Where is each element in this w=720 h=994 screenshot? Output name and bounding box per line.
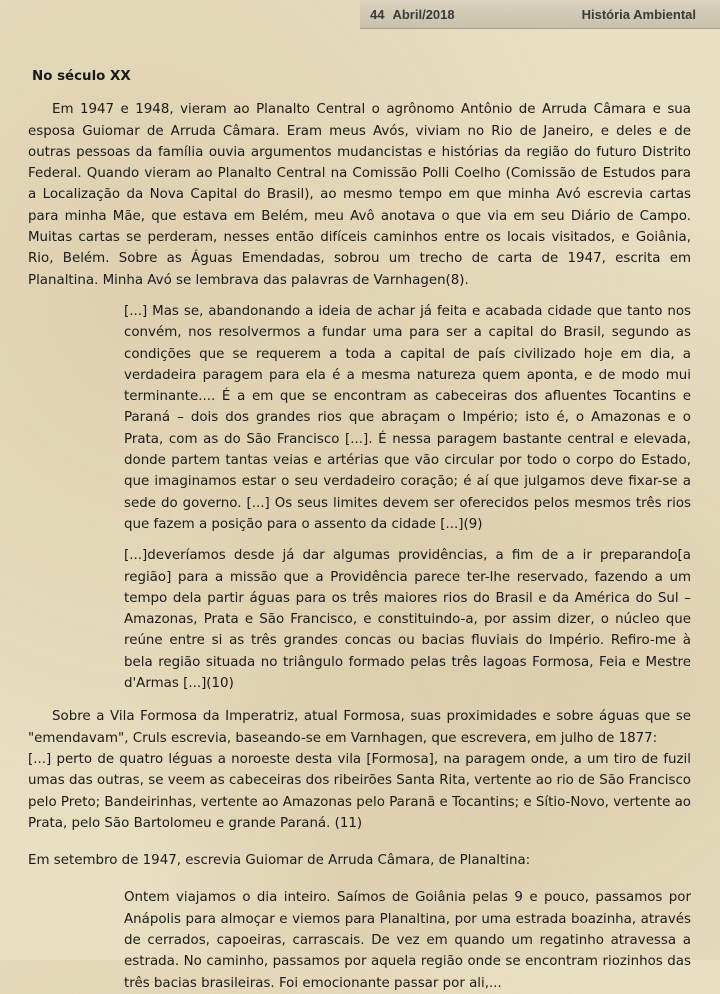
paragraph-cruls-quote: [...] perto de quatro léguas a noroeste desta vila [Formosa], na paragem onde, a um tiro de fuzil umas das outras, se veem as cabeceiras dos ribeirões Santa Rita, vertente ao rio de São Francisco pelo Preto; Bandeirinhas, vertente ao Amazonas pelo Paranã e Tocantins; e Sítio-Novo, vertente ao Prata, pelo São Bartolomeu e grande Paraná. (11) [28, 751, 691, 831]
blockquote-varnhagen-1: [...] Mas se, abandonando a ideia de achar já feita e acabada cidade que tanto nos convém, nos resolvermos a fundar uma para ser a capital do Brasil, segundo as condições que se requerem a toda a capital de país civilizado hoje em dia, a verdadeira paragem para ela é a mesma natureza quem aponta, e de modo mui terminante.... É a em que se encontram as cabeceiras dos afluentes Tocantins e Paraná – dois dos grandes rios que abraçam o Império; isto é, o Amazonas e o Prata, com as do São Francisco [...]. É nessa paragem bastante central e elevada, donde partem tantas veias e artérias que vão circular por todo o corpo do Estado, que imaginamos estar o seu verdadeiro coração; é aí que julgamos deve fixar-se a sede do governo. [...] Os seus limites devem ser oferecidos pelos mesmos três rios que fazem a posição para o assento da cidade [...](9) [124, 303, 691, 532]
page-number: 44 [370, 6, 385, 22]
section-title: História Ambiental [581, 6, 696, 22]
section-heading: No século XX [32, 69, 131, 84]
paragraph-setembro: Em setembro de 1947, escrevia Guiomar de Arruda Câmara, de Planaltina: [28, 853, 531, 869]
page-header-bar [360, 0, 720, 29]
issue-date: Abril/2018 [392, 6, 455, 22]
article-body [28, 66, 691, 994]
paragraph-intro: Em 1947 e 1948, vieram ao Planalto Central o agrônomo Antônio de Arruda Câmara e sua esposa Guiomar de Arruda Câmara. Eram meus Avós, viviam no Rio de Janeiro, e deles e de outras pessoas da família ouvia argumentos mudancistas e histórias da região do futuro Distrito Federal. Quando vieram ao Planalto Central na Comissão Polli Coelho (Comissão de Estudos para a Localização da Nova Capital do Brasil), ao mesmo tempo em que minha Avó escrevia cartas para minha Mãe, que estava em Belém, meu Avô anotava o que via em seu Diário de Campo. Muitas cartas se perderam, nesses então difíceis caminhos entre os locais visitados, e Goiânia, Rio, Belém. Sobre as Águas Emendadas, sobrou um trecho de carta de 1947, escrita em Planaltina. Minha Avó se lembrava das palavras de Varnhagen(8). [28, 102, 691, 288]
paragraph-vila-formosa: Sobre a Vila Formosa da Imperatriz, atual Formosa, suas proximidades e sobre águas que se "emendavam", Cruls escrevia, baseando-se em Varnhagen, que escrevera, em julho de 1877: [28, 709, 691, 746]
blockquote-varnhagen-2: [...]deveríamos desde já dar algumas providências, a fim de a ir preparando[a região] para a missão que a Providência parece ter-lhe reservado, fazendo a um tempo dela partir águas para os três maiores rios do Brasil e da América do Sul – Amazonas, Prata e São Francisco, e constituindo-a, por assim dizer, o núcleo que reúne entre si as três grandes concas ou bacias fluviais do Império. Refiro-me à bela região situada no triângulo formado pelas três lagoas Formosa, Feia e Mestre d'Armas [...](10) [124, 548, 691, 692]
blockquote-guiomar: Ontem viajamos o dia inteiro. Saímos de Goiânia pelas 9 e pouco, passamos por Anápolis para almoçar e viemos para Planaltina, por uma estrada boazinha, através de cerrados, capoeiras, carrascais. De vez em quando um regatinho atravessa a estrada. No caminho, passamos por aquela região onde se encontram riozinhos das três bacias brasileiras. Foi emocionante passar por ali,... [124, 890, 691, 991]
